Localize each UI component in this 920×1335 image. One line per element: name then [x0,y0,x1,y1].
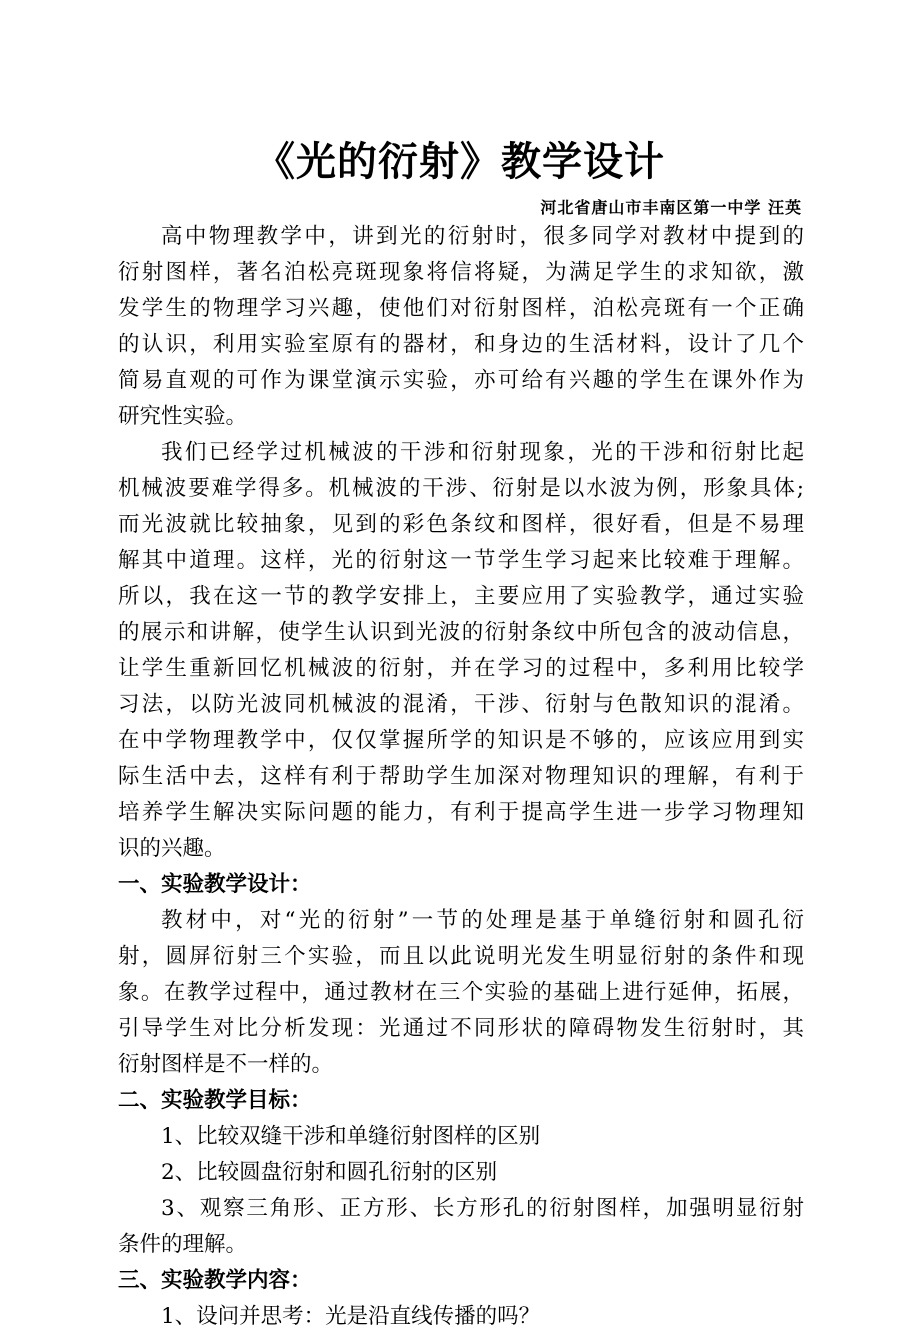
document-title: 《光的衍射》教学设计 [255,138,665,185]
paragraph-line: 发学生的物理学习兴趣，使他们对衍射图样，泊松亮斑有一个正确 [118,296,804,321]
paragraph-line: 而光波就比较抽象，见到的彩色条纹和图样，很好看，但是不易理 [118,512,804,537]
paragraph-first-line: 高中物理教学中，讲到光的衍射时，很多同学对教材中提到的 [161,224,804,249]
paragraph-line: 简易直观的可作为课堂演示实验，亦可给有兴趣的学生在课外作为 [118,368,804,393]
paragraph-line: 习法，以防光波同机械波的混淆，干涉、衍射与色散知识的混淆。 [118,692,804,717]
paragraph-last-line: 研究性实验。 [118,404,248,429]
paragraph-first-line: 3、观察三角形、正方形、长方形孔的衍射图样，加强明显衍射 [161,1196,804,1221]
paragraph-line: 的展示和讲解，使学生认识到光波的衍射条纹中所包含的波动信息， [118,620,804,645]
paragraph-line: 在中学物理教学中，仅仅掌握所学的知识是不够的，应该应用到实 [118,728,804,753]
paragraph-first-line: 我们已经学过机械波的干涉和衍射现象，光的干涉和衍射比起 [161,440,804,465]
paragraph-last-line: 衍射图样是不一样的。 [118,1052,334,1077]
section-heading: 一、实验教学设计： [118,872,312,897]
list-item: 1、设问并思考：光是沿直线传播的吗？ [161,1304,541,1329]
paragraph-line: 让学生重新回忆机械波的衍射，并在学习的过程中，多利用比较学 [118,656,804,681]
paragraph-line: 际生活中去，这样有利于帮助学生加深对物理知识的理解，有利于 [118,764,804,789]
paragraph-last-line: 识的兴趣。 [118,836,226,861]
paragraph-last-line: 条件的理解。 [118,1232,248,1257]
section-heading: 三、实验教学内容： [118,1268,312,1293]
paragraph-line: 机械波要难学得多。机械波的干涉、衍射是以水波为例，形象具体; [118,476,804,501]
paragraph-line: 象。在教学过程中，通过教材在三个实验的基础上进行延伸，拓展， [118,980,804,1005]
list-item: 1、比较双缝干涉和单缝衍射图样的区别 [161,1124,541,1149]
paragraph-line: 引导学生对比分析发现：光通过不同形状的障碍物发生衍射时，其 [118,1016,804,1041]
paragraph-line: 的认识，利用实验室原有的器材，和身边的生活材料，设计了几个 [118,332,804,357]
document-body [118,219,804,1335]
list-item: 2、比较圆盘衍射和圆孔衍射的区别 [161,1160,498,1185]
paragraph-line: 解其中道理。这样，光的衍射这一节学生学习起来比较难于理解。 [118,548,804,573]
author-line: 河北省唐山市丰南区第一中学 汪英 [540,198,802,217]
paragraph-first-line: 教材中，对“光的衍射”一节的处理是基于单缝衍射和圆孔衍 [161,908,804,933]
section-heading: 二、实验教学目标： [118,1088,312,1113]
paragraph-line: 培养学生解决实际问题的能力，有利于提高学生进一步学习物理知 [118,800,804,825]
paragraph-line: 射，圆屏衍射三个实验，而且以此说明光发生明显衍射的条件和现 [118,944,804,969]
paragraph-line: 所以，我在这一节的教学安排上，主要应用了实验教学，通过实验 [118,584,804,609]
paragraph-line: 衍射图样，著名泊松亮斑现象将信将疑，为满足学生的求知欲，激 [118,260,804,285]
